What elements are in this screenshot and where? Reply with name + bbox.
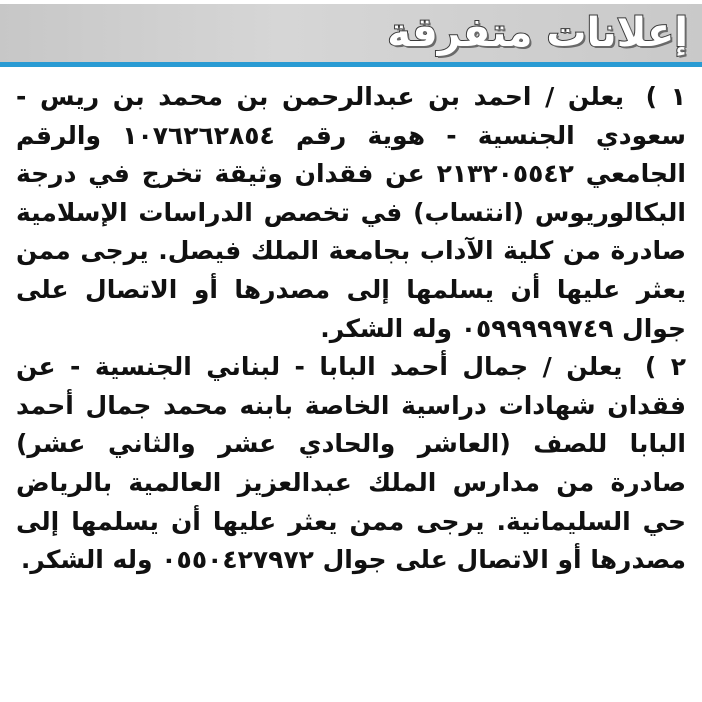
ad-number: ٢ ) [644,352,686,382]
ad-text: يعلن / جمال أحمد البابا - لبناني الجنسية - عن فقدان شهادات دراسية الخاصة بابنه محمد جمال أحمد البابا للصف (العاشر والحادي عشر والثاني عشر) صادرة من مدارس الملك عبدالعزيز العالمية بالرياض حي السليمانية. يرجى ممن يعثر عليها أن يسلمها إلى مصدرها أو الاتصال على جوال ٠٥٥٠٤٢٧٩٧٢ وله الشكر. [16,352,686,575]
ads-body [16,78,686,698]
ad-item-1 [16,78,686,348]
header-accent-line [0,62,702,67]
section-header [0,0,702,65]
ad-number: ١ ) [645,82,686,111]
section-title: إعلانات متفرقة [387,10,688,56]
ad-text: يعلن / احمد بن عبدالرحمن بن محمد بن ريس - سعودي الجنسية - هوية رقم ١٠٧٦٢٦٢٨٥٤ والرقم الجامعي ٢١٣٢٠٥٥٤٢ عن فقدان وثيقة تخرج في درجة البكالوريوس (انتساب) في تخصص الدراسات الإسلامية صادرة من كلية الآداب بجامعة الملك فيصل. يرجى ممن يعثر عليها أن يسلمها إلى مصدرها أو الاتصال على جوال ٠٥٩٩٩٩٩٧٤٩ وله الشكر. [16,82,686,343]
ad-item-2 [16,348,686,580]
